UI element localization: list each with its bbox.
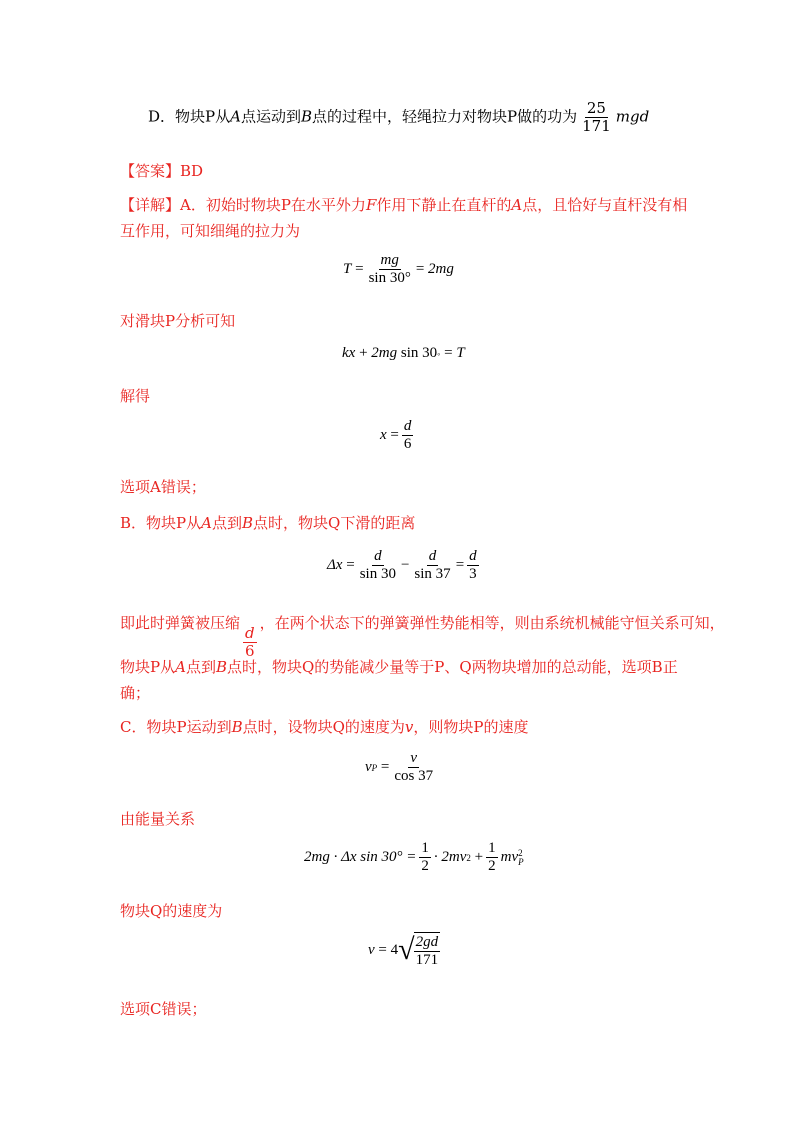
eq-lhs: v: [368, 942, 375, 958]
frac-num: d: [469, 548, 477, 564]
frac-num: d: [428, 548, 437, 564]
text-a-wrong: 选项A错误；: [120, 478, 206, 496]
eq-fraction: [419, 840, 431, 875]
sub-sup: [518, 849, 524, 867]
subscript: P: [518, 856, 524, 867]
eq-fraction: [402, 418, 414, 453]
eq-sign: +: [359, 345, 368, 361]
frac-den: sin 37: [414, 566, 451, 582]
eq-rhs: 2mg: [428, 261, 454, 277]
text: 点时，物块Q的势能减少量等于P、Q两物块增加的总动能，选项B正: [226, 658, 678, 676]
equation-force-balance: [342, 345, 465, 362]
equation-v: [368, 932, 440, 969]
eq-sign: =: [355, 261, 364, 277]
eq-sign: =: [415, 261, 425, 277]
eq-sign: =: [378, 942, 387, 958]
degree-mark: ◦: [437, 348, 441, 359]
frac-num: 1: [488, 840, 496, 856]
frac-den: 171: [415, 952, 439, 968]
option-d: [148, 100, 649, 135]
detail-line-2: 互作用，可知细绳的拉力为: [120, 222, 301, 240]
point-a: A: [175, 658, 186, 676]
text-energy-line-2: 确；: [120, 684, 151, 702]
frac-num: 25: [586, 99, 606, 117]
frac-den: 2: [488, 858, 496, 874]
eq-fraction: [243, 625, 257, 660]
detail-line-1: [120, 194, 687, 216]
frac-den: sin 30°: [368, 270, 411, 286]
sqrt-sign-icon: √: [398, 933, 415, 966]
frac-den: 6: [245, 642, 255, 660]
eq-sign: =: [380, 759, 390, 775]
frac-den: 6: [403, 436, 412, 452]
eq-sign: +: [474, 849, 484, 865]
velocity-v: v: [404, 718, 414, 736]
eq-fraction: [486, 840, 498, 875]
text: 点到: [211, 514, 242, 532]
detail-text: 作用下静止在直杆的: [376, 196, 512, 214]
equation-tension: [343, 252, 454, 287]
answer-value: BD: [180, 162, 204, 180]
frac-den: 171: [582, 117, 611, 135]
force-f: F: [365, 196, 377, 214]
eq-term: · 2mv: [433, 849, 467, 865]
work-fraction: [580, 100, 613, 135]
equation-x: [380, 418, 416, 453]
text-option-b: [120, 512, 415, 534]
text-spring: [120, 612, 725, 660]
mgd-term: mgd: [615, 107, 650, 126]
detail-text: 点，且恰好与直杆没有相: [522, 196, 688, 214]
text-solve: 解得: [120, 387, 151, 405]
eq-lhs: x: [380, 427, 387, 443]
frac-num: v: [410, 750, 418, 766]
eq-lhs: 2mg · Δx sin 30° =: [304, 849, 417, 865]
subscript: P: [371, 762, 378, 773]
point-b: B: [241, 514, 254, 532]
frac-num: 2gd: [415, 934, 439, 950]
point-b: B: [231, 718, 243, 736]
answer-line: [120, 160, 203, 182]
eq-fraction: [412, 548, 452, 583]
equation-vp: [365, 750, 438, 785]
eq-fraction: [367, 252, 413, 287]
eq-sign: =: [390, 427, 399, 443]
eq-lhs: Δx: [327, 557, 343, 573]
superscript: 2: [518, 847, 523, 858]
frac-num: d: [403, 418, 412, 434]
text: 点时，物块Q下滑的距离: [253, 514, 416, 532]
text-c-wrong: 选项C错误；: [120, 1000, 207, 1018]
point-b: B: [215, 658, 227, 676]
frac-num: 1: [421, 840, 429, 856]
eq-term: kx: [342, 345, 356, 361]
eq-fraction: [414, 934, 441, 969]
text: 点时，设物块Q的速度为: [242, 718, 405, 736]
eq-rhs: T: [456, 345, 465, 361]
eq-sign: =: [444, 345, 453, 361]
option-d-text: 点的过程中，轻绳拉力对物块P做的功为: [312, 107, 578, 126]
frac-den: cos 37: [394, 768, 434, 784]
text-energy-line-1: [120, 656, 678, 678]
text: B．物块P从: [120, 514, 202, 532]
point-a: A: [201, 514, 212, 532]
eq-coef: 4: [390, 942, 399, 958]
eq-fraction: [467, 548, 479, 583]
text-option-c: [120, 716, 529, 738]
eq-sign: =: [346, 557, 355, 573]
text-analysis-p: 对滑块P分析可知: [120, 312, 236, 330]
text-q-speed: 物块Q的速度为: [120, 902, 223, 920]
eq-lhs: T: [343, 261, 352, 277]
point-b: B: [300, 107, 313, 126]
eq-term: mv: [500, 849, 519, 865]
equation-delta-x: [327, 548, 482, 583]
text: 物块P从: [120, 658, 176, 676]
frac-den: 3: [469, 566, 477, 582]
frac-den: 2: [421, 858, 429, 874]
eq-sign: −: [400, 557, 410, 573]
answer-label: 【答案】: [120, 162, 181, 180]
superscript: 2: [466, 852, 471, 863]
point-a: A: [230, 107, 241, 126]
eq-sign: =: [455, 557, 465, 573]
text: 点到: [185, 658, 216, 676]
eq-fraction: [392, 750, 435, 785]
text: ，则物块P的速度: [413, 718, 529, 736]
detail-text: 【详解】A．初始时物块P在水平外力: [120, 196, 366, 214]
equation-energy: [304, 840, 524, 875]
eq-term: sin 30: [400, 345, 438, 361]
frac-num: mg: [380, 252, 399, 268]
text: 即此时弹簧被压缩: [120, 614, 241, 632]
eq-fraction: [358, 548, 398, 583]
sqrt-body: [414, 932, 441, 969]
option-d-text: D．物块P从: [148, 107, 231, 126]
sqrt: [398, 932, 440, 969]
text-energy-relation: 由能量关系: [120, 810, 196, 828]
frac-num: d: [374, 548, 382, 564]
frac-den: sin 30: [359, 566, 396, 582]
text: ，在两个状态下的弹簧弹性势能相等，则由系统机械能守恒关系可知，: [259, 614, 725, 632]
eq-lhs: v: [365, 759, 372, 775]
point-a: A: [511, 196, 523, 214]
text: C．物块P运动到: [120, 718, 232, 736]
eq-term: 2mg: [371, 345, 398, 361]
option-d-text: 点运动到: [240, 107, 301, 126]
frac-num: d: [245, 624, 255, 642]
